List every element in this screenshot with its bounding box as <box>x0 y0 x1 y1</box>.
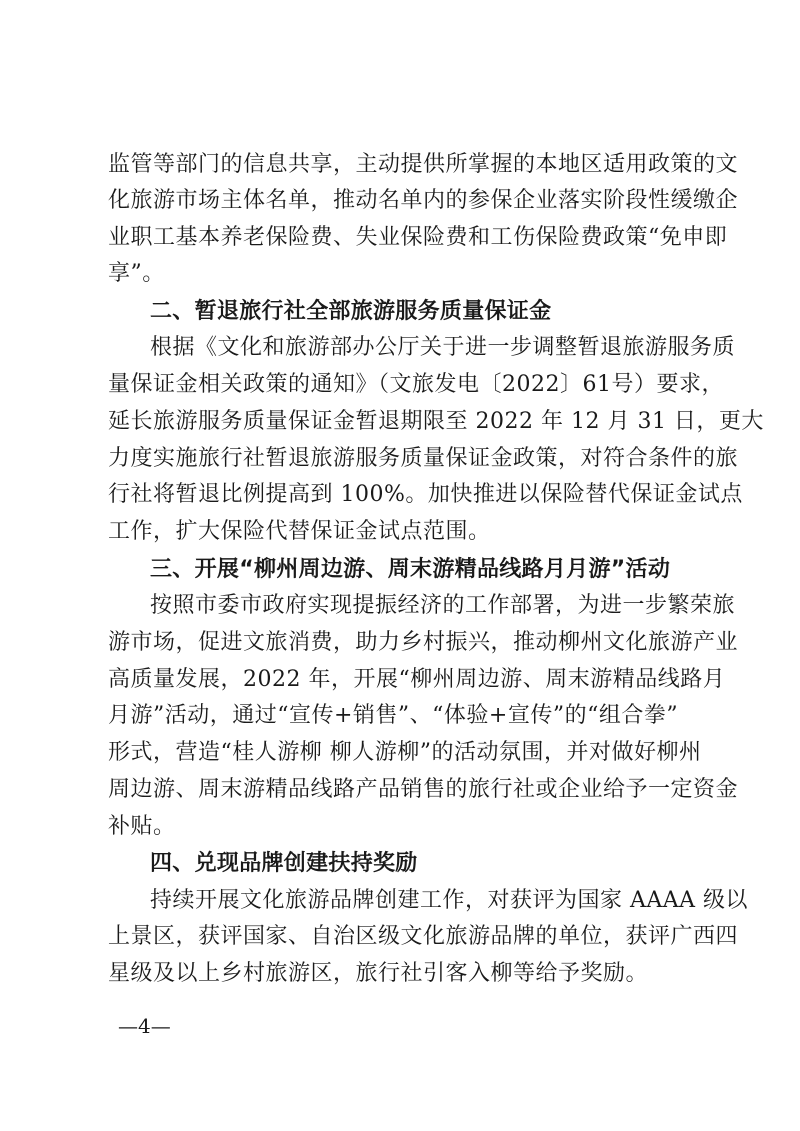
body-line: 高质量发展，2022 年，开展“柳州周边游、周末游精品线路月 <box>108 667 726 692</box>
body-line: 力度实施旅行社暂退旅游服务质量保证金政策，对符合条件的旅 <box>108 446 739 471</box>
body-line: 量保证金相关政策的通知》（文旅发电〔2022〕61号）要求， <box>108 372 724 397</box>
body-line: 周边游、周末游精品线路产品销售的旅行社或企业给予一定资金 <box>108 777 739 802</box>
body-line: 形式，营造“桂人游柳 柳人游柳”的活动氛围，并对做好柳州 <box>108 740 702 765</box>
body-line: 游市场，促进文旅消费，助力乡村振兴，推动柳州文化旅游产业 <box>108 630 739 655</box>
body-line: 延长旅游服务质量保证金暂退期限至 2022 年 12 月 31 日，更大 <box>108 409 764 434</box>
body-line: 持续开展文化旅游品牌创建工作，对获评为国家 AAAA 级以 <box>150 888 749 913</box>
body-line: 星级及以上乡村旅游区，旅行社引客入柳等给予奖励。 <box>108 961 649 986</box>
section-heading-3: 三、开展“柳州周边游、周末游精品线路月月游”活动 <box>150 557 671 582</box>
body-line: 行社将暂退比例提高到 100%。加快推进以保险替代保证金试点 <box>108 482 743 507</box>
body-line: 化旅游市场主体名单，推动名单内的参保企业落实阶段性缓缴企 <box>108 188 739 213</box>
section-heading-4: 四、兑现品牌创建扶持奖励 <box>150 851 418 876</box>
body-line: 月游”活动，通过“宣传+销售”、“体验+宣传”的“组合拳” <box>108 703 679 728</box>
body-line: 补贴。 <box>108 814 176 839</box>
body-line: 按照市委市政府实现提振经济的工作部署，为进一步繁荣旅 <box>150 593 736 618</box>
body-line: 享”。 <box>108 261 165 286</box>
body-line: 监管等部门的信息共享，主动提供所掌握的本地区适用政策的文 <box>108 152 739 177</box>
body-line: 根据《文化和旅游部办公厅关于进一步调整暂退旅游服务质 <box>150 335 736 360</box>
body-line: 工作，扩大保险代替保证金试点范围。 <box>108 519 491 544</box>
body-line: 上景区，获评国家、自治区级文化旅游品牌的单位，获评广西四 <box>108 924 739 949</box>
page-number: —4— <box>118 1014 171 1038</box>
section-heading-2: 二、暂退旅行社全部旅游服务质量保证金 <box>150 299 552 324</box>
body-line: 业职工基本养老保险费、失业保险费和工伤保险费政策“免申即 <box>108 225 728 250</box>
